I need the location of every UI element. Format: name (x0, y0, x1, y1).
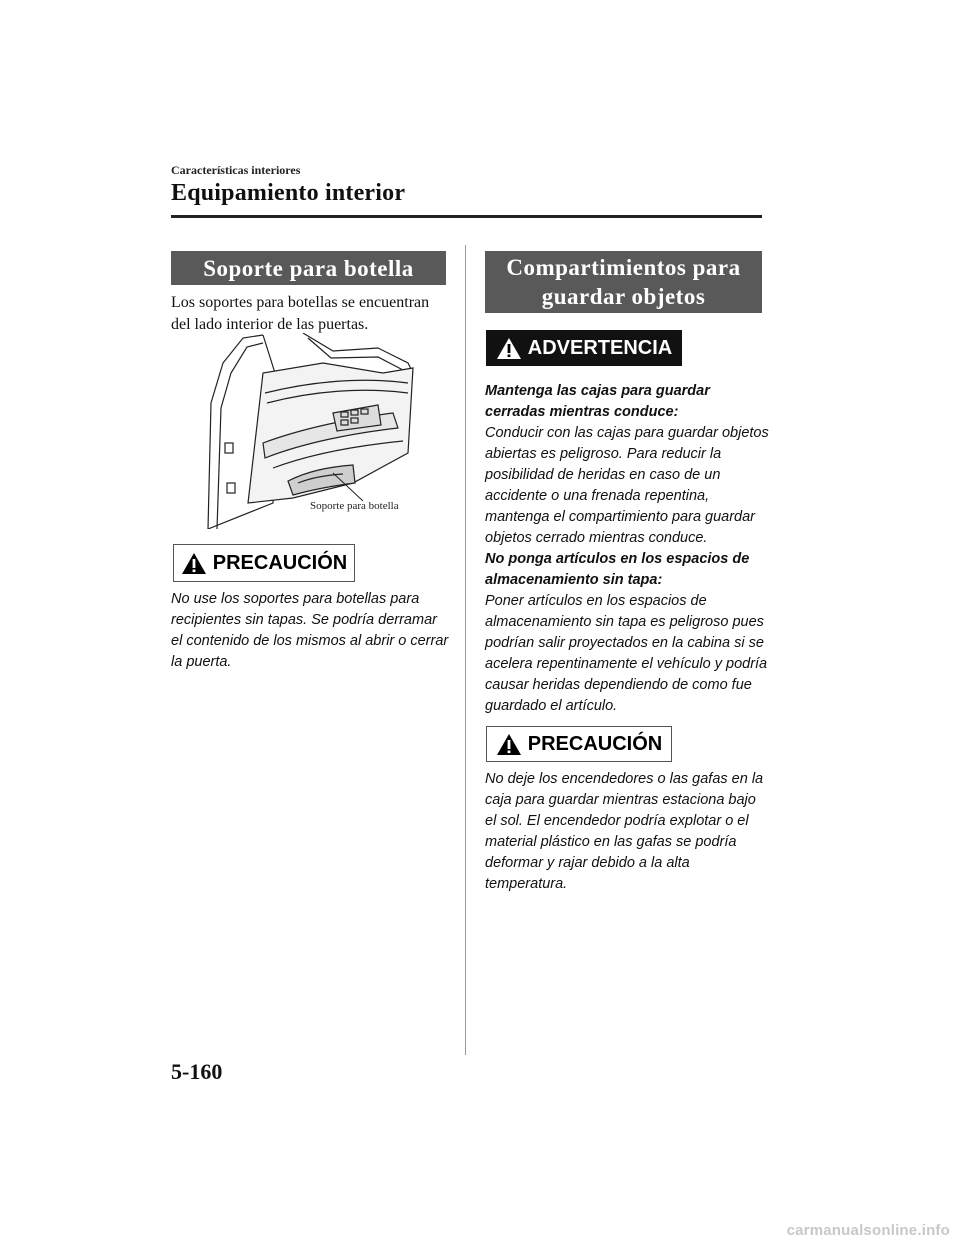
caution-text: No use los soportes para botellas para recipientes sin tapas. Se podría derramar el contenido de los mismos al abrir o cerrar la puerta. (171, 591, 449, 670)
warning-triangle-icon (496, 337, 522, 360)
section-title-bottle-holder (171, 251, 446, 285)
caution-badge (173, 544, 355, 582)
caution-label: PRECAUCIÓN (212, 551, 348, 574)
section-title-text: Compartimientos para guardar objetos (506, 255, 741, 309)
warning-item-2-text: Poner artículos en los espacios de almacenamiento sin tapa es peligroso pues podrían salir proyectados en la cabina si se acelera repentinamente el vehículo y podría causar heridas dependiendo de como fue guardado el artículo. (485, 593, 768, 714)
column-divider (465, 245, 466, 1055)
intro-paragraph: Los soportes para botellas se encuentran del lado interior de las puertas. (171, 294, 430, 333)
section-title-text: Soporte para botella (203, 255, 414, 281)
title-rule (171, 215, 762, 218)
page-title: Equipamiento interior (171, 180, 406, 206)
running-head: Características interiores (171, 163, 301, 177)
section-title-storage (485, 251, 762, 313)
warning-badge (486, 330, 682, 366)
watermark: carmanualsonline.info (786, 1222, 950, 1239)
warning-item-2-heading: No ponga artículos en los espacios de almacenamiento sin tapa: (485, 551, 750, 588)
warning-label: ADVERTENCIA (527, 336, 673, 359)
caution-badge (486, 726, 672, 762)
page-number: 5-160 (171, 1059, 223, 1084)
warning-item-2 (485, 549, 770, 717)
caution-label: PRECAUCIÓN (527, 732, 663, 755)
warning-triangle-icon (181, 552, 207, 575)
figure-caption: Soporte para botella (310, 500, 399, 512)
warning-triangle-icon (496, 733, 522, 756)
warning-item-1-text: Conducir con las cajas para guardar objetos abiertas es peligroso. Para reducir la posibilidad de heridas en caso de un accidente o una frenada repentina, mantenga el compartimiento para guardar objetos cerrado mientras conduce. (485, 425, 769, 546)
warning-item-1 (485, 381, 770, 549)
caution-text: No deje los encendedores o las gafas en la caja para guardar mientras estaciona bajo el sol. El encendedor podría explotar o el material plástico en las gafas se podría deformar y rajar debido a la alta temperatura. (485, 771, 764, 892)
warning-item-1-heading: Mantenga las cajas para guardar cerradas mientras conduce: (485, 383, 710, 420)
